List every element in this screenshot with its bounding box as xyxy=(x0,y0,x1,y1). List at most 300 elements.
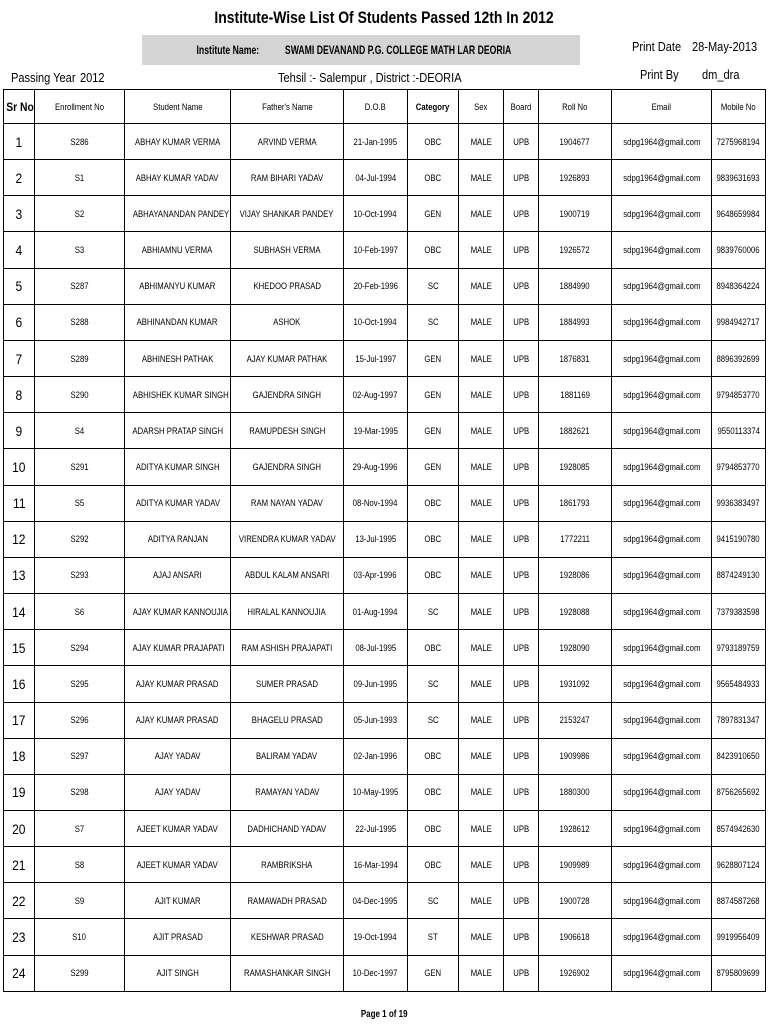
cell-value: 8874587268 xyxy=(716,895,761,906)
cell-value: sdpg1964@gmail.com xyxy=(622,823,701,834)
cell-dob xyxy=(344,919,408,955)
cell-category xyxy=(408,268,459,304)
cell-category xyxy=(408,377,459,413)
cell-value: sdpg1964@gmail.com xyxy=(622,932,701,943)
table-row xyxy=(4,738,766,774)
cell-roll-no xyxy=(539,630,612,666)
cell-value: ARVIND VERMA xyxy=(257,136,317,147)
cell-sex xyxy=(459,630,504,666)
cell-fathers-name xyxy=(231,268,344,304)
cell-roll-no xyxy=(539,304,612,340)
passing-year-value: 2012 xyxy=(80,70,105,85)
cell-value: MALE xyxy=(470,606,492,617)
cell-email xyxy=(612,666,712,702)
cell-value: 8423910650 xyxy=(716,751,761,762)
table-row xyxy=(4,594,766,630)
cell-dob xyxy=(344,955,408,991)
cell-value: UPB xyxy=(513,498,529,509)
cell-value: 24 xyxy=(12,965,26,982)
cell-email xyxy=(612,883,712,919)
cell-value: UPB xyxy=(513,281,529,292)
cell-value: S287 xyxy=(70,281,89,292)
col-header-label: Mobile No xyxy=(721,101,756,112)
cell-value: 10 xyxy=(12,458,26,475)
table-row xyxy=(4,630,766,666)
table-row xyxy=(4,377,766,413)
cell-dob xyxy=(344,413,408,449)
cell-value: ABDUL KALAM ANSARI xyxy=(244,570,330,581)
cell-value: 22 xyxy=(12,892,26,909)
cell-value: sdpg1964@gmail.com xyxy=(622,642,701,653)
cell-student-name xyxy=(125,774,231,810)
cell-value: ABHINESH PATHAK xyxy=(141,353,214,364)
cell-sex xyxy=(459,377,504,413)
cell-sex xyxy=(459,160,504,196)
cell-value: sdpg1964@gmail.com xyxy=(622,678,701,689)
cell-value: sdpg1964@gmail.com xyxy=(622,353,701,364)
cell-board xyxy=(504,630,539,666)
cell-fathers-name xyxy=(231,304,344,340)
cell-sex xyxy=(459,955,504,991)
cell-dob xyxy=(344,774,408,810)
cell-roll-no xyxy=(539,196,612,232)
cell-student-name xyxy=(125,738,231,774)
cell-value: S10 xyxy=(72,932,87,943)
cell-value: MALE xyxy=(470,570,492,581)
cell-value: S286 xyxy=(70,136,89,147)
cell-value: S291 xyxy=(70,461,89,472)
cell-email xyxy=(612,919,712,955)
cell-value: BALIRAM YADAV xyxy=(256,751,318,762)
cell-value: 02-Aug-1997 xyxy=(353,389,398,400)
cell-value: ABHAY KUMAR YADAV xyxy=(136,172,219,183)
cell-roll-no xyxy=(539,413,612,449)
cell-category xyxy=(408,810,459,846)
cell-student-name xyxy=(125,124,231,160)
cell-value: OBC xyxy=(424,642,442,653)
cell-mobile-no xyxy=(712,196,766,232)
cell-value: 01-Aug-1994 xyxy=(353,606,398,617)
cell-student-name xyxy=(125,521,231,557)
cell-value: UPB xyxy=(513,389,529,400)
cell-sr-no xyxy=(4,304,35,340)
cell-value: 23 xyxy=(12,929,26,946)
cell-fathers-name xyxy=(231,810,344,846)
cell-sex xyxy=(459,702,504,738)
cell-mobile-no xyxy=(712,630,766,666)
col-header-label: Sr No xyxy=(6,99,34,114)
cell-roll-no xyxy=(539,449,612,485)
cell-mobile-no xyxy=(712,847,766,883)
cell-mobile-no xyxy=(712,449,766,485)
cell-fathers-name xyxy=(231,774,344,810)
cell-value: S298 xyxy=(70,787,89,798)
cell-value: UPB xyxy=(513,787,529,798)
cell-sr-no xyxy=(4,774,35,810)
cell-value: RAMUPDESH SINGH xyxy=(248,425,326,436)
cell-value: MALE xyxy=(470,172,492,183)
cell-value: 17 xyxy=(12,712,26,729)
cell-sr-no xyxy=(4,847,35,883)
cell-dob xyxy=(344,847,408,883)
cell-enrollment-no xyxy=(35,810,125,846)
cell-value: OBC xyxy=(424,751,442,762)
cell-fathers-name xyxy=(231,196,344,232)
cell-mobile-no xyxy=(712,413,766,449)
cell-value: 1926902 xyxy=(559,968,591,979)
cell-board xyxy=(504,774,539,810)
col-header-label: Email xyxy=(651,101,672,112)
cell-student-name xyxy=(125,160,231,196)
cell-category xyxy=(408,521,459,557)
cell-value: OBC xyxy=(424,787,442,798)
cell-roll-no xyxy=(539,521,612,557)
cell-board xyxy=(504,810,539,846)
cell-value: OBC xyxy=(424,859,442,870)
cell-value: 9565484933 xyxy=(716,678,761,689)
cell-value: sdpg1964@gmail.com xyxy=(622,136,701,147)
cell-board xyxy=(504,955,539,991)
cell-value: sdpg1964@gmail.com xyxy=(622,498,701,509)
cell-fathers-name xyxy=(231,557,344,593)
institute-name-banner xyxy=(142,35,580,65)
cell-email xyxy=(612,449,712,485)
cell-dob xyxy=(344,702,408,738)
cell-fathers-name xyxy=(231,919,344,955)
cell-enrollment-no xyxy=(35,160,125,196)
cell-value: SC xyxy=(427,678,439,689)
cell-student-name xyxy=(125,268,231,304)
cell-value: UPB xyxy=(513,136,529,147)
cell-enrollment-no xyxy=(35,666,125,702)
cell-value: MALE xyxy=(470,751,492,762)
cell-enrollment-no xyxy=(35,883,125,919)
cell-board xyxy=(504,919,539,955)
cell-email xyxy=(612,413,712,449)
report-title: Institute-Wise List Of Students Passed 12th In 2012 xyxy=(214,8,554,27)
cell-board xyxy=(504,340,539,376)
cell-value: 04-Jul-1994 xyxy=(355,172,396,183)
cell-value: SC xyxy=(427,895,439,906)
cell-value: 21 xyxy=(12,856,26,873)
cell-value: RAMAWADH PRASAD xyxy=(247,895,327,906)
cell-value: VIRENDRA KUMAR YADAV xyxy=(238,534,336,545)
cell-value: 2153247 xyxy=(559,715,591,726)
col-header-label: Category xyxy=(416,101,450,112)
cell-roll-no xyxy=(539,774,612,810)
cell-dob xyxy=(344,630,408,666)
cell-value: 1884993 xyxy=(559,317,591,328)
cell-email xyxy=(612,124,712,160)
cell-dob xyxy=(344,810,408,846)
cell-sr-no xyxy=(4,919,35,955)
cell-value: sdpg1964@gmail.com xyxy=(622,172,701,183)
col-header-label: Roll No xyxy=(562,101,588,112)
cell-student-name xyxy=(125,449,231,485)
table-header-row xyxy=(4,90,766,124)
cell-value: sdpg1964@gmail.com xyxy=(622,787,701,798)
cell-student-name xyxy=(125,196,231,232)
cell-sex xyxy=(459,196,504,232)
cell-sr-no xyxy=(4,810,35,846)
print-by-label: Print By xyxy=(640,67,679,82)
cell-value: UPB xyxy=(513,968,529,979)
table-row xyxy=(4,160,766,196)
cell-enrollment-no xyxy=(35,124,125,160)
cell-sex xyxy=(459,557,504,593)
cell-sex xyxy=(459,449,504,485)
cell-value: 08-Jul-1995 xyxy=(355,642,396,653)
cell-value: AJIT PRASAD xyxy=(152,932,203,943)
cell-value: 8 xyxy=(15,386,23,403)
cell-value: sdpg1964@gmail.com xyxy=(622,895,701,906)
cell-sr-no xyxy=(4,377,35,413)
col-header-student-name xyxy=(125,90,231,124)
cell-value: MALE xyxy=(470,895,492,906)
cell-value: 9919956409 xyxy=(716,932,761,943)
cell-email xyxy=(612,485,712,521)
cell-value: 02-Jan-1996 xyxy=(353,751,398,762)
cell-value: AJAY KUMAR KANNOUJIA xyxy=(132,606,228,617)
cell-value: GEN xyxy=(424,461,442,472)
cell-fathers-name xyxy=(231,124,344,160)
cell-dob xyxy=(344,160,408,196)
cell-fathers-name xyxy=(231,232,344,268)
cell-roll-no xyxy=(539,160,612,196)
cell-value: ASHOK xyxy=(273,317,301,328)
cell-sr-no xyxy=(4,594,35,630)
cell-student-name xyxy=(125,413,231,449)
cell-fathers-name xyxy=(231,413,344,449)
cell-enrollment-no xyxy=(35,955,125,991)
cell-enrollment-no xyxy=(35,702,125,738)
cell-value: 12 xyxy=(12,531,26,548)
cell-email xyxy=(612,774,712,810)
cell-value: 1926572 xyxy=(559,245,591,256)
cell-mobile-no xyxy=(712,557,766,593)
cell-fathers-name xyxy=(231,594,344,630)
cell-roll-no xyxy=(539,557,612,593)
cell-value: ST xyxy=(428,932,438,943)
cell-sex xyxy=(459,521,504,557)
cell-enrollment-no xyxy=(35,449,125,485)
cell-value: 29-Aug-1996 xyxy=(353,461,398,472)
cell-student-name xyxy=(125,630,231,666)
cell-value: RAMAYAN YADAV xyxy=(254,787,320,798)
cell-value: MALE xyxy=(470,642,492,653)
table-row xyxy=(4,774,766,810)
cell-board xyxy=(504,666,539,702)
col-header-roll-no xyxy=(539,90,612,124)
cell-value: UPB xyxy=(513,172,529,183)
cell-dob xyxy=(344,594,408,630)
cell-enrollment-no xyxy=(35,774,125,810)
cell-mobile-no xyxy=(712,919,766,955)
cell-value: OBC xyxy=(424,172,442,183)
cell-enrollment-no xyxy=(35,268,125,304)
cell-sr-no xyxy=(4,340,35,376)
cell-board xyxy=(504,413,539,449)
cell-sr-no xyxy=(4,160,35,196)
cell-value: 1906618 xyxy=(559,932,591,943)
cell-value: 1904677 xyxy=(559,136,591,147)
cell-student-name xyxy=(125,304,231,340)
cell-student-name xyxy=(125,485,231,521)
cell-value: 3 xyxy=(15,205,23,222)
cell-value: sdpg1964@gmail.com xyxy=(622,859,701,870)
cell-sr-no xyxy=(4,630,35,666)
cell-value: 18 xyxy=(12,748,26,765)
cell-enrollment-no xyxy=(35,377,125,413)
cell-value: ABHAYANANDAN PANDEY xyxy=(132,208,230,219)
cell-category xyxy=(408,630,459,666)
cell-enrollment-no xyxy=(35,738,125,774)
cell-category xyxy=(408,955,459,991)
cell-email xyxy=(612,377,712,413)
cell-value: S6 xyxy=(74,606,85,617)
cell-roll-no xyxy=(539,666,612,702)
cell-value: MALE xyxy=(470,461,492,472)
cell-value: sdpg1964@gmail.com xyxy=(622,461,701,472)
cell-enrollment-no xyxy=(35,340,125,376)
cell-enrollment-no xyxy=(35,485,125,521)
cell-value: GAJENDRA SINGH xyxy=(252,389,322,400)
cell-category xyxy=(408,919,459,955)
cell-roll-no xyxy=(539,810,612,846)
cell-value: OBC xyxy=(424,823,442,834)
cell-value: 6 xyxy=(15,314,23,331)
cell-value: 1882621 xyxy=(559,425,591,436)
table-row xyxy=(4,268,766,304)
cell-sex xyxy=(459,232,504,268)
cell-student-name xyxy=(125,702,231,738)
cell-value: S8 xyxy=(74,859,85,870)
cell-value: 9628807124 xyxy=(716,859,761,870)
cell-value: S292 xyxy=(70,534,89,545)
table-row xyxy=(4,124,766,160)
table-row xyxy=(4,702,766,738)
cell-fathers-name xyxy=(231,666,344,702)
print-date-label: Print Date xyxy=(632,39,682,54)
cell-sex xyxy=(459,485,504,521)
cell-email xyxy=(612,810,712,846)
cell-value: SC xyxy=(427,281,439,292)
cell-board xyxy=(504,160,539,196)
col-header-enrollment-no xyxy=(35,90,125,124)
col-header-email xyxy=(612,90,712,124)
cell-value: sdpg1964@gmail.com xyxy=(622,317,701,328)
cell-value: S296 xyxy=(70,715,89,726)
cell-value: UPB xyxy=(513,823,529,834)
table-row xyxy=(4,955,766,991)
cell-sr-no xyxy=(4,268,35,304)
cell-value: SUMER PRASAD xyxy=(256,678,318,689)
cell-fathers-name xyxy=(231,521,344,557)
cell-value: 1909986 xyxy=(559,751,591,762)
cell-value: MALE xyxy=(470,968,492,979)
cell-value: MALE xyxy=(470,498,492,509)
cell-value: MALE xyxy=(470,534,492,545)
cell-roll-no xyxy=(539,702,612,738)
cell-category xyxy=(408,847,459,883)
cell-mobile-no xyxy=(712,521,766,557)
cell-value: MALE xyxy=(470,787,492,798)
cell-value: ABHIMANYU KUMAR xyxy=(139,281,216,292)
table-row xyxy=(4,340,766,376)
cell-sr-no xyxy=(4,955,35,991)
cell-value: 03-Apr-1996 xyxy=(353,570,398,581)
col-header-category xyxy=(408,90,459,124)
cell-value: 22-Jul-1995 xyxy=(355,823,396,834)
cell-value: GEN xyxy=(424,968,442,979)
cell-value: ADITYA RANJAN xyxy=(147,534,208,545)
cell-mobile-no xyxy=(712,955,766,991)
cell-roll-no xyxy=(539,955,612,991)
cell-fathers-name xyxy=(231,160,344,196)
table-row xyxy=(4,449,766,485)
cell-value: sdpg1964@gmail.com xyxy=(622,715,701,726)
cell-value: S7 xyxy=(74,823,85,834)
cell-value: 13 xyxy=(12,567,26,584)
cell-sex xyxy=(459,124,504,160)
cell-board xyxy=(504,738,539,774)
cell-value: S5 xyxy=(74,498,85,509)
cell-value: 19-Oct-1994 xyxy=(353,932,398,943)
cell-sex xyxy=(459,340,504,376)
cell-value: 8948364224 xyxy=(716,281,761,292)
cell-dob xyxy=(344,557,408,593)
cell-value: UPB xyxy=(513,859,529,870)
table-row xyxy=(4,847,766,883)
cell-dob xyxy=(344,232,408,268)
cell-email xyxy=(612,268,712,304)
cell-value: 10-Oct-1994 xyxy=(353,317,398,328)
cell-value: AJAY KUMAR PATHAK xyxy=(246,353,328,364)
cell-student-name xyxy=(125,557,231,593)
cell-value: 19 xyxy=(12,784,26,801)
cell-dob xyxy=(344,521,408,557)
cell-value: HIRALAL KANNOUJIA xyxy=(247,606,327,617)
cell-value: GEN xyxy=(424,353,442,364)
cell-value: 7897831347 xyxy=(716,715,761,726)
cell-value: UPB xyxy=(513,751,529,762)
cell-value: 9839760006 xyxy=(716,245,761,256)
cell-mobile-no xyxy=(712,160,766,196)
cell-value: RAMBRIKSHA xyxy=(261,859,313,870)
col-header-label: Sex xyxy=(474,101,488,112)
cell-value: ADITYA KUMAR SINGH xyxy=(135,461,220,472)
cell-student-name xyxy=(125,955,231,991)
cell-value: S289 xyxy=(70,353,89,364)
cell-email xyxy=(612,557,712,593)
cell-enrollment-no xyxy=(35,594,125,630)
cell-value: RAM ASHISH PRAJAPATI xyxy=(241,642,333,653)
cell-roll-no xyxy=(539,485,612,521)
cell-value: MALE xyxy=(470,353,492,364)
col-header-label: Father's Name xyxy=(261,101,313,112)
cell-value: 7275968194 xyxy=(716,136,761,147)
cell-value: SC xyxy=(427,715,439,726)
cell-value: OBC xyxy=(424,570,442,581)
cell-value: OBC xyxy=(424,534,442,545)
students-table xyxy=(3,89,766,992)
table-row xyxy=(4,666,766,702)
cell-dob xyxy=(344,666,408,702)
cell-value: sdpg1964@gmail.com xyxy=(622,281,701,292)
cell-enrollment-no xyxy=(35,196,125,232)
cell-value: ADITYA KUMAR YADAV xyxy=(135,498,220,509)
cell-mobile-no xyxy=(712,304,766,340)
